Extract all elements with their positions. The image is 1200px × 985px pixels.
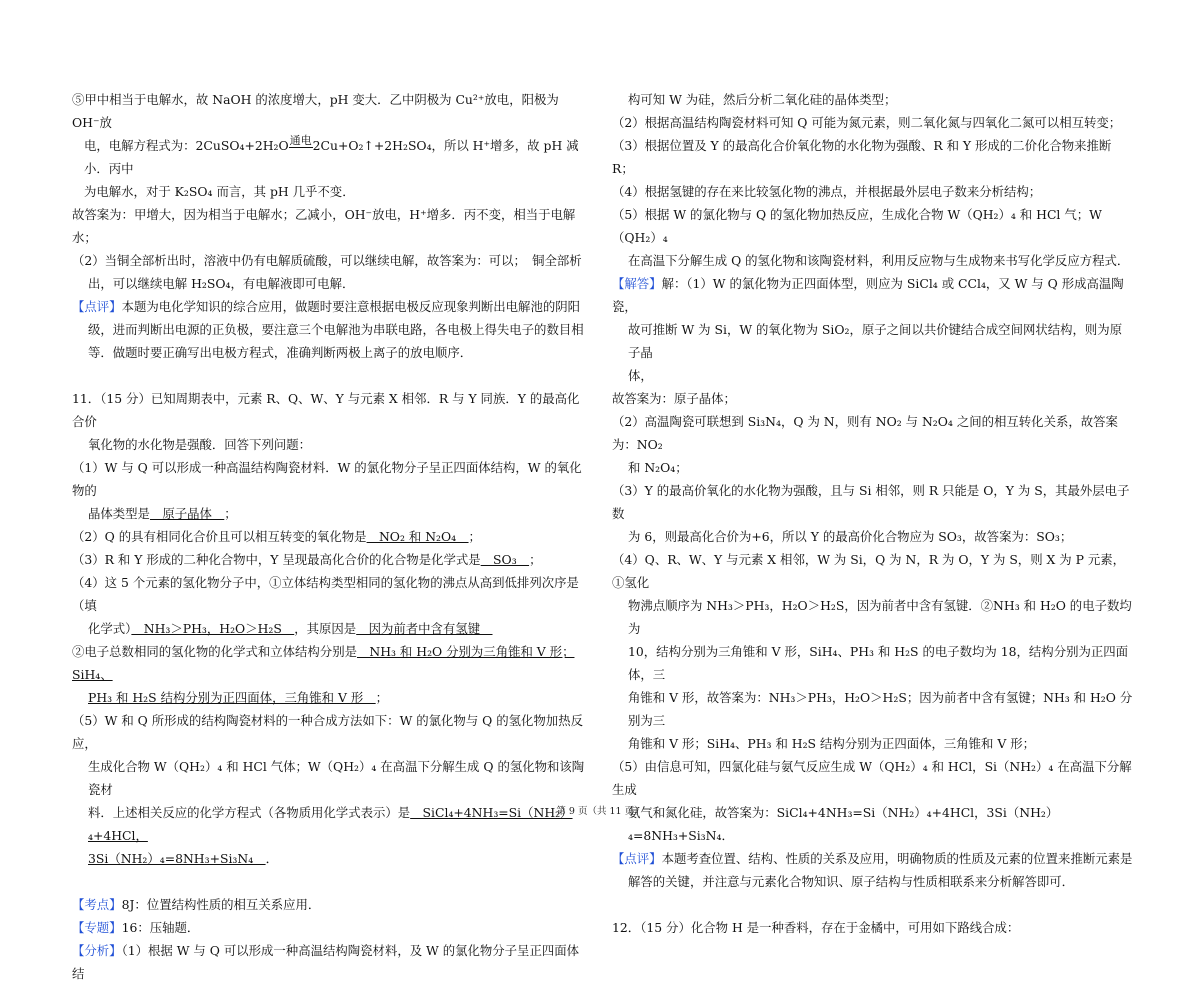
answer-blank: 3Si（NH₂）₄=8NH₃+Si₃N₄	[88, 851, 266, 866]
zhuanti-line: 【专题】16：压轴题．	[72, 920, 200, 935]
answer-blank: NH₃ 和 H₂O 分别为三角锥和 V 形；SiH₄、	[72, 644, 575, 682]
kaodian-line: 【考点】8J：位置结构性质的相互关系应用．	[72, 897, 321, 912]
left-column	[72, 88, 590, 985]
zhuanti-tag: 【专题】	[72, 920, 122, 935]
text-line: 物沸点顺序为 NH₃＞PH₃，H₂O＞H₂S，因为前者中含有氢键．②NH₃ 和 H₂O 的电子数均为	[628, 598, 1132, 636]
text-line: （2）当铜全部析出时，溶液中仍有电解质硫酸，可以继续电解，故答案为：可以； 铜全部析	[72, 253, 582, 268]
text-line: ②电子总数相同的氢化物的化学式和立体结构分别是 NH₃ 和 H₂O 分别为三角锥和 V 形；SiH₄、	[72, 644, 575, 682]
text-line: 为 6，则最高化合价为+6，所以 Y 的最高价化合物应为 SO₃，故答案为：SO₃；	[628, 529, 1073, 544]
text-line: 级，进而判断出电源的正负极，要注意三个电解池为串联电路，各电极上得失电子的数目相	[88, 322, 584, 337]
text-line: 为电解水，对于 K₂SO₄ 而言，其 pH 几乎不变．	[84, 184, 355, 199]
text-line: 料．上述相关反应的化学方程式（各物质用化学式表示）是 SiCl₄+4NH₃=Si（NH₂）₄+4HCl，	[88, 805, 573, 843]
jieda-line: 【解答】解：（1）W 的氯化物为正四面体型，则应为 SiCl₄ 或 CCl₄，又 W 与 Q 形成高温陶瓷，	[612, 276, 1124, 314]
fenxi-tag: 【分析】	[72, 943, 122, 958]
page-footer: 第 9 页（共 11 页）	[556, 806, 644, 817]
answer-blank: 因为前者中含有氢键	[356, 621, 493, 636]
text-line: 角锥和 V 形，故答案为：NH₃＞PH₃，H₂O＞H₂S；因为前者中含有氢键；NH₃ 和 H₂O 分别为三	[628, 690, 1133, 728]
text-line: （5）根据 W 的氯化物与 Q 的氢化物加热反应，生成化合物 W（QH₂）₄ 和 HCl 气；W（QH₂）₄	[612, 207, 1102, 245]
answer-blank: PH₃ 和 H₂S 结构分别为正四面体，三角锥和 V 形	[88, 690, 376, 705]
text-line: （4）Q、R、W、Y 与元素 X 相邻，W 为 Si，Q 为 N，R 为 O，Y 为 S，则 X 为 P 元素，①氢化	[612, 552, 1126, 590]
dianping-line: 【点评】本题考查位置、结构、性质的关系及应用，明确物质的性质及元素的位置来推断元素是	[612, 851, 1133, 866]
answer-blank: 原子晶体	[149, 506, 225, 521]
text-line: 在高温下分解生成 Q 的氢化物和该陶瓷材料，利用反应物与生成物来书写化学反应方程式．	[628, 253, 1130, 268]
answer-blank: NO₂ 和 N₂O₄	[366, 529, 469, 544]
text-line: （4）这 5 个元素的氢化物分子中，①立体结构类型相同的氢化物的沸点从高到低排列次序是（填	[72, 575, 579, 613]
comment-line: 【点评】本题为电化学知识的综合应用，做题时要注意根据电极反应现象判断出电解池的阴阳	[72, 299, 581, 314]
text-line: （2）高温陶瓷可联想到 Si₃N₄，Q 为 N，则有 NO₂ 与 N₂O₄ 之间的相互转化关系，故答案为：NO₂	[612, 414, 1118, 452]
text-line: 角锥和 V 形；SiH₄、PH₃ 和 H₂S 结构分别为正四面体，三角锥和 V 形；	[628, 736, 1036, 751]
question-12-line: 12．（15 分）化合物 H 是一种香料，存在于金橘中，可用如下路线合成：	[612, 920, 1020, 935]
text-line: 3Si（NH₂）₄=8NH₃+Si₃N₄ ．	[88, 851, 278, 866]
fenxi-line: 【分析】（1）根据 W 与 Q 可以形成一种高温结构陶瓷材料，及 W 的氯化物分子呈正四面体结	[72, 943, 580, 981]
text-line: 解答的关键，并注意与元素化合物知识、原子结构与性质相联系来分析解答即可．	[628, 874, 1075, 889]
answer-blank: SO₃	[480, 552, 530, 567]
text-line: 和 N₂O₄；	[628, 460, 688, 475]
text-line: （4）根据氢键的存在来比较氢化物的沸点，并根据最外层电子数来分析结构；	[612, 184, 1042, 199]
electrolysis-arrow: 通电	[289, 134, 312, 147]
text-line: PH₃ 和 H₂S 结构分别为正四面体，三角锥和 V 形 ；	[88, 690, 389, 705]
text-line: 晶体类型是 原子晶体 ；	[88, 506, 237, 521]
text-line: （3）R 和 Y 形成的二种化合物中，Y 呈现最高化合价的化合物是化学式是 SO₃ ；	[72, 552, 542, 567]
text-line: 生成化合物 W（QH₂）₄ 和 HCl 气体；W（QH₂）₄ 在高温下分解生成 Q 的氢化物和该陶瓷材	[88, 759, 585, 797]
answer-blank: SiCl₄+4NH₃=Si（NH₂）₄+4HCl，	[88, 805, 573, 843]
text-line: 化学式） NH₃＞PH₃，H₂O＞H₂S ，其原因是 因为前者中含有氢键	[88, 621, 493, 636]
question-11-line: 11．（15 分）已知周期表中，元素 R、Q、W、Y 与元素 X 相邻．R 与 Y 同族．Y 的最高化合价	[72, 391, 580, 429]
text-line: 出，可以继续电解 H₂SO₄，有电解液即可电解．	[88, 276, 355, 291]
text-line: （2）Q 的具有相同化合价且可以相互转变的氧化物是 NO₂ 和 N₂O₄ ；	[72, 529, 481, 544]
text-line: （5）由信息可知，四氯化硅与氨气反应生成 W（QH₂）₄ 和 HCl，Si（NH₂）₄ 在高温下分解生成	[612, 759, 1132, 797]
text-line: （5）W 和 Q 所形成的结构陶瓷材料的一种合成方法如下：W 的氯化物与 Q 的氢化物加热反应，	[72, 713, 583, 751]
text-line: 等．做题时要正确写出电极方程式，准确判断两极上离子的放电顺序．	[88, 345, 473, 360]
text-line: 体，	[628, 368, 653, 383]
jieda-tag: 【解答】	[612, 276, 662, 291]
answer-blank: NH₃＞PH₃，H₂O＞H₂S	[131, 621, 295, 636]
text-line: 故答案为：甲增大，因为相当于电解水；乙减小，OH⁻放电，H⁺增多．丙不变，相当于电解水；	[72, 207, 576, 245]
text-line: （3）Y 的最高价氧化的水化物为强酸，且与 Si 相邻，则 R 只能是 O，Y 为 S，其最外层电子数	[612, 483, 1130, 521]
text-line: （2）根据高温结构陶瓷材料可知 Q 可能为氮元素，则二氧化氮与四氧化二氮可以相互转变；	[612, 115, 1122, 130]
text-line: 电，电解方程式为：2CuSO₄+2H₂O通电2Cu+O₂↑+2H₂SO₄，所以 H⁺增多，故 pH 减小．丙中	[84, 134, 579, 176]
text-line: （3）根据位置及 Y 的最高化合价氧化物的水化物为强酸、R 和 Y 形成的二价化合物来推断 R；	[612, 138, 1112, 176]
text-line: 构可知 W 为硅，然后分析二氧化硅的晶体类型；	[628, 92, 897, 107]
text-line: 故可推断 W 为 Si，W 的氧化物为 SiO₂，原子之间以共价键结合成空间网状结构，则为原子晶	[628, 322, 1123, 360]
text-line: （1）W 与 Q 可以形成一种高温结构陶瓷材料．W 的氯化物分子呈正四面体结构，W 的氧化物的	[72, 460, 582, 498]
dianping-tag: 【点评】	[612, 851, 662, 866]
comment-tag: 【点评】	[72, 299, 122, 314]
text-line: 10，结构分别为三角锥和 V 形，SiH₄、PH₃ 和 H₂S 的电子数均为 18，结构分别为正四面体，三	[628, 644, 1129, 682]
text-line: 故答案为：原子晶体；	[612, 391, 736, 406]
text-line: 氨气和氮化硅，故答案为：SiCl₄+4NH₃=Si（NH₂）₄+4HCl，3Si（NH₂）₄=8NH₃+Si₃N₄．	[628, 805, 1059, 843]
text-line: ⑤甲中相当于电解水，故 NaOH 的浓度增大，pH 变大．乙中阴极为 Cu²⁺放电，阳极为 OH⁻放	[72, 92, 559, 130]
kaodian-tag: 【考点】	[72, 897, 122, 912]
text-line: 氧化物的水化物是强酸．回答下列问题：	[88, 437, 312, 452]
